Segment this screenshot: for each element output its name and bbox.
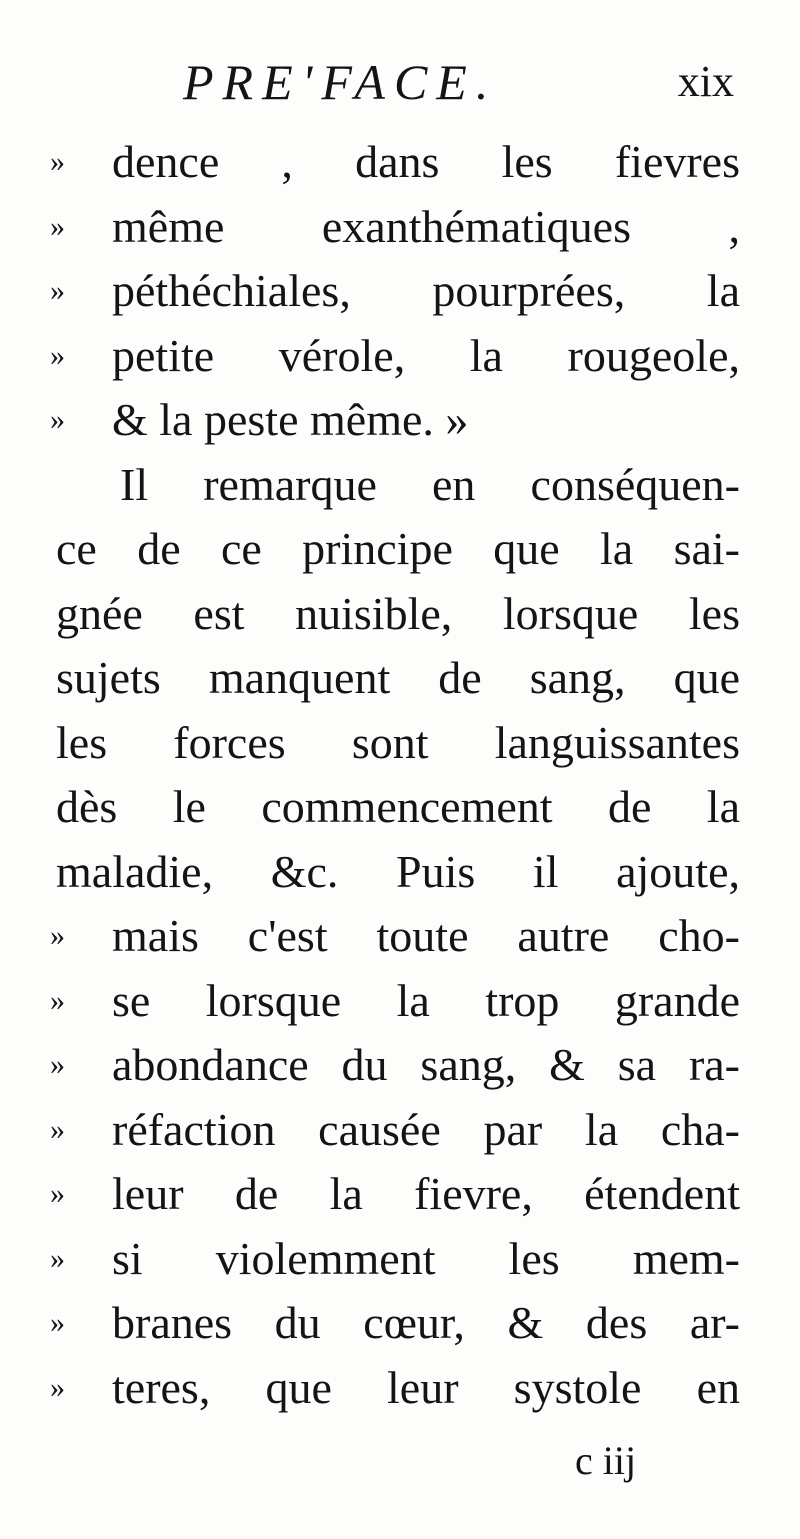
text-line (50, 1162, 740, 1227)
line-text: petite vérole, la rougeole, (112, 329, 740, 381)
text-line (50, 517, 740, 582)
line-text: se lorsque la trop grande (112, 974, 740, 1026)
text-line (50, 1098, 740, 1163)
text-line (50, 969, 740, 1034)
line-text: péthéchiales, pourprées, la (112, 265, 740, 316)
text-line (50, 646, 740, 711)
signature-mark: c iij (575, 1438, 637, 1483)
text-line (50, 130, 740, 195)
text-line (50, 840, 740, 905)
text-line (50, 1227, 740, 1292)
quote-mark: » (50, 1241, 65, 1275)
text-line (50, 259, 740, 324)
line-text: réfaction causée par la cha- (112, 1103, 740, 1155)
line-text: leur de la fievre, étendent (112, 1168, 740, 1219)
quote-mark: » (50, 338, 65, 372)
quote-mark: » (50, 209, 65, 243)
line-text: dence , dans les fievres (112, 136, 740, 187)
text-line (50, 1033, 740, 1098)
line-text: gnée est nuisible, lorsque les (56, 587, 740, 639)
line-text: maladie, &c. Puis il ajoute, (56, 845, 740, 897)
page-header (0, 52, 800, 112)
line-text: abondance du sang, & sa ra- (112, 1039, 740, 1090)
text-line (50, 388, 740, 453)
text-line (50, 1356, 740, 1421)
quote-mark: » (50, 1048, 65, 1081)
text-line (50, 775, 740, 840)
line-text: même exanthématiques , (112, 200, 740, 252)
text-line (50, 1291, 740, 1356)
running-title: PRE'FACE. (183, 54, 498, 110)
quote-mark: » (50, 1177, 65, 1210)
line-text: ce de ce principe que la sai- (56, 523, 740, 574)
line-text: mais c'est toute autre cho- (112, 910, 740, 961)
text-line (50, 453, 740, 518)
line-text: & la peste même. » (112, 394, 469, 445)
quote-mark: » (50, 274, 65, 307)
quote-mark: » (50, 1370, 65, 1404)
line-text: Il remarque en conséquen- (120, 458, 740, 510)
text-line (50, 711, 740, 776)
text-line (50, 582, 740, 647)
body-text (50, 130, 740, 1420)
quote-mark: » (50, 1306, 65, 1339)
text-line (50, 195, 740, 260)
quote-mark: » (50, 1112, 65, 1146)
quote-mark: » (50, 145, 65, 178)
quote-mark: » (50, 983, 65, 1017)
line-text: les forces sont languissantes (56, 716, 740, 768)
line-text: dès le commencement de la (56, 781, 740, 832)
line-text: si violemment les mem- (112, 1232, 740, 1284)
page-number: xix (677, 57, 734, 106)
line-text: sujets manquent de sang, que (56, 652, 740, 703)
quote-mark: » (50, 919, 65, 952)
text-line (50, 324, 740, 389)
line-text: teres, que leur systole en (112, 1361, 740, 1413)
text-line (50, 904, 740, 969)
quote-mark: » (50, 403, 65, 436)
line-text: branes du cœur, & des ar- (112, 1297, 740, 1348)
